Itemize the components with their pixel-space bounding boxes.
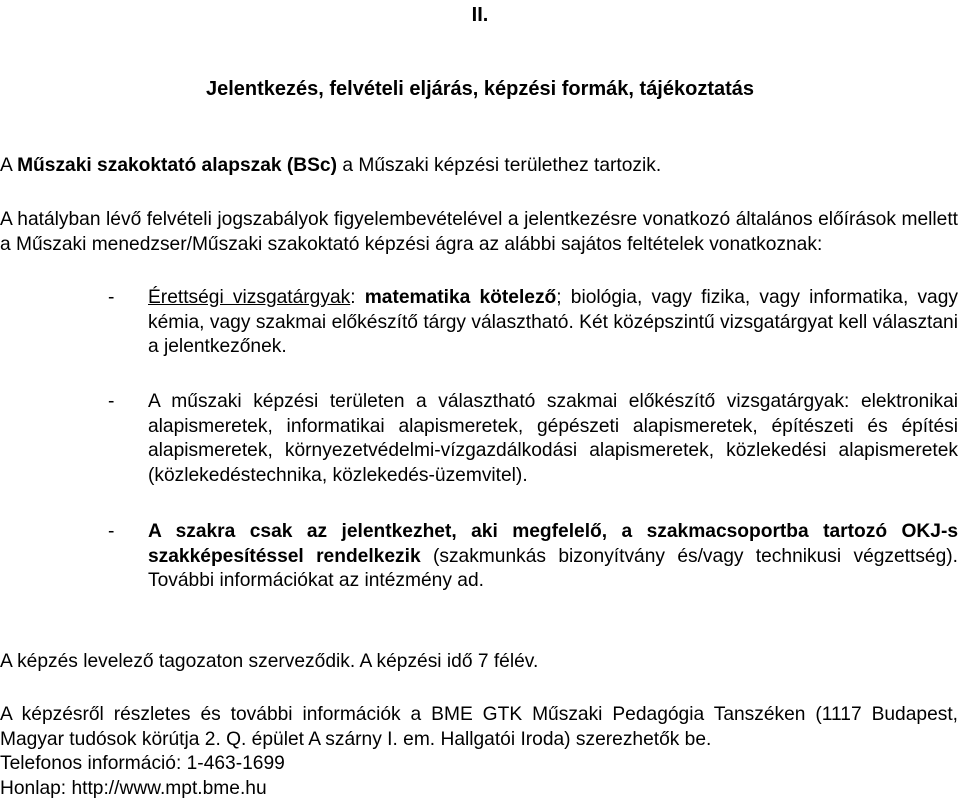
exam-subjects-label: Érettségi vizsgatárgyak <box>148 287 351 308</box>
training-info: A képzés levelező tagozaton szerveződik. A képzési idő 7 félév. <box>0 651 539 672</box>
intro-paragraph <box>0 154 958 179</box>
exam-subjects-separator: : <box>350 287 365 308</box>
bullet-marker: - <box>108 391 115 412</box>
bullet-marker: - <box>108 521 115 542</box>
exam-subjects-rest: ; biológia, vagy fizika, vagy informatika, vagy kémia, vagy szakmai előkészítő tárgy választható. Két középszintű vizsgatárgyat kell választani a jelentkezőnek. <box>148 287 958 357</box>
exam-subjects-mandatory: matematika kötelező <box>364 287 557 308</box>
phone-info: Telefonos információ: 1-463-1699 <box>0 753 285 774</box>
contact-paragraph: A képzésről részletes és további információk a BME GTK Műszaki Pedagógia Tanszéken (1117 Budapest, Magyar tudósok körútja 2. Q. épület A szárny I. em. Hallgatói Iroda) szerezhetők be. <box>0 704 958 750</box>
program-name: Műszaki szakoktató alapszak (BSc) <box>17 155 337 176</box>
chapter-number: II. <box>471 4 489 26</box>
admission-requirement-rest: (szakmunkás bizonyítvány és/vagy technikusi végzettség). További információkat az intézmény ad. <box>148 545 958 591</box>
intro-text-end: a Műszaki képzési területhez tartozik. <box>337 155 662 176</box>
bullet-marker: - <box>108 287 115 308</box>
bullet-vocational-subjects: A műszaki képzési területen a választható szakmai előkészítő vizsgatárgyak: elektronikai alapismeretek, informatikai alapismeretek, gépészeti alapismeretek, építészeti és építési alapismeretek, környezetvédelmi-vízgazdálkodási alapismeretek, közlekedési alapismeretek (közlekedéstechnika, közlekedés-üzemvitel). <box>148 391 958 486</box>
rules-paragraph: A hatályban lévő felvételi jogszabályok figyelembevételével a jelentkezésre vonatkozó általános előírások mellett a Műszaki menedzser/Műszaki szakoktató képzési ágra az alábbi sajátos feltételek vonatkoznak: <box>0 209 958 255</box>
admission-requirement-bold: A szakra csak az jelentkezhet, aki megfelelő, a szakmacsoportba tartozó OKJ-s szakképesítéssel rendelkezik <box>148 521 958 567</box>
homepage-info: Honlap: http://www.mpt.bme.hu <box>0 778 267 799</box>
bullet-admission-requirement <box>148 520 958 594</box>
intro-text-start: A <box>0 155 18 176</box>
section-title: Jelentkezés, felvételi eljárás, képzési formák, tájékoztatás <box>205 78 755 100</box>
bullet-exam-subjects <box>148 286 958 360</box>
